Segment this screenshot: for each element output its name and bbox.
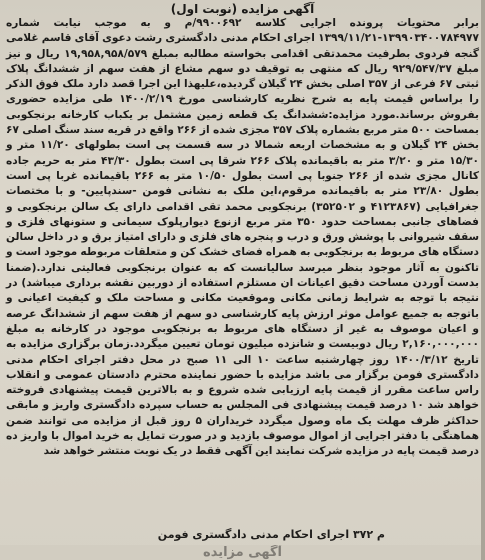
notice-body: برابر محتویات پرونده اجرایی کلاسه ۹۹۰۰۶۹۲/م و به موجب نیابت شماره ۱۳۹۹۰۳۴۰۰۷۸۴۹۷۷-۱۳۹۹/۱۱/۲۱ اجرای احکام مدنی دادگستری رشت دعوی آقای قاسم غلامی گنجه فردوی بطرفیت محمدتقی اقدامی بخواسته مطالبه بمبلغ ۱۹,۹۵۸,۹۵۸/۵۷۹ ریال و نیز مبلغ ۹۲۹/۵۴۷/۳۷ ریال که منتهی به توقیف دو سهم مشاع از هفت سهم از ششدانگ پلاک ثبتی ۶۷ فرعی از ۳۵۷ اصلی بخش ۲۴ گیلان گردیده،علیهذا این اجرا قصد دارد ملک فوق الذکر را براساس قیمت پایه به شرح نظریه کارشناسی مورخ ۱۴۰۰/۲/۱۹ طی مزایده حضوری بفروش برساند.مورد مزایده:ششدانگ یک قطعه زمین مشتمل بر یکباب کارخانه برنجکوبی بمساحت ۵۰۰ متر مربع بشماره پلاک ۳۵۷ مجزی شده از ۲۶۶ واقع در قریه سند سنگ اصلی ۶۷ بخش ۲۴ گیلان و به مشخصات اربعه شمالا در سه قسمت پی است بطولهای ۱۱/۲۰ متر و ۱۵/۳۰ متر و ۳/۲۰ متر به باقیمانده پلاک ۲۶۶ شرقا پی است بطول ۴۳/۳۰ متر به حریم جاده کانال مجزی شده از ۲۶۶ جنوبا پی است بطول ۱۰/۵۰ متر به ۲۶۶ باقیمانده غربا پی است بطول ۲۳/۸۰ متر به باقیمانده مرقوم،این ملک به نشانی فومن -سندپایین- و با مختصات جغرافیایی (۴۱۲۳۸۶۷ و ۳۵۲۵۰۲) برنجکوبی محمد تقی اقدامی دارای یک سالن برنجکوبی و فضاهای جانبی بمساحت حدود ۳۵۰ متر مربع ازنوع دیوارپلوک سیمانی و ستونهای فلزی و سقف شیروانی با پوشش ورق و درب و پنجره های فلزی و دارای امتیاز برق و در داخل سالن دستگاه های مربوط به برنجکوبی به همراه فضای خشک کن و متعلقات مربوطه موجود است و تاکنون به آثار موجود بنظر میرسد سالیانست که به عنوان برنجکوبی فعالیتی ندارد.(ضمنا بدست آوردن مساحت دقیق اعیانات ان مستلزم استفاده از دوربین نقشه برداری میباشد) در نتیجه با توجه به شرایط زمانی مکانی وموقعیت مکانی و مساحت ملک و کیفیت اعیانی و باتوجه به جمیع عوامل موثر ارزش پایه کارشناسی دو سهم از هفت سهم از ششدانگ عرصه و اعیان موصوف به غیر از دستگاه های مربوط به برنجکوبی موجود در کارخانه به مبلغ ۲,۱۶۰,۰۰۰,۰۰۰ ریال دوبیست و شانزده میلیون تومان تعیین میگردد.زمان برگزاری مزایده به تاریخ ۱۴۰۰/۳/۱۲ روز چهارشنبه ساعت ۱۰ الی ۱۱ صبح در محل دفتر اجرای احکام مدنی دادگستری فومن برگزار می باشد مزایده با حضور نماینده محترم دادستان عمومی و انقلاب راس ساعت مقرر از قیمت پایه ارزیابی شده شروع و به بالاترین قیمت پیشنهادی فروخته خواهد شد ۱۰ درصد قیمت پیشنهادی فی المجلس به حساب سپرده دادگستری واریز و مابقی حداکثر ظرف مهلت یک ماه وصول میگردد خریداران ۵ روز قبل از مزایده می توانند ضمن هماهنگی با دفتر اجرایی از اموال موصوف بازدید و در صورت تمایل به خرید اموال با واریز ده درصد قیمت پایه در مزایده شرکت نمایند این آگهی فقط در یک نوبت منتشر خواهد شد	[6, 17, 480, 458]
page-edge	[481, 0, 485, 560]
next-notice-headline: آگهی مزایده	[0, 545, 485, 560]
notice-title: آگهی مزایده (نوبت اول)	[170, 2, 315, 16]
notice-signature: م ۳۷۲ اجرای احکام مدنی دادگستری فومن	[157, 528, 385, 541]
